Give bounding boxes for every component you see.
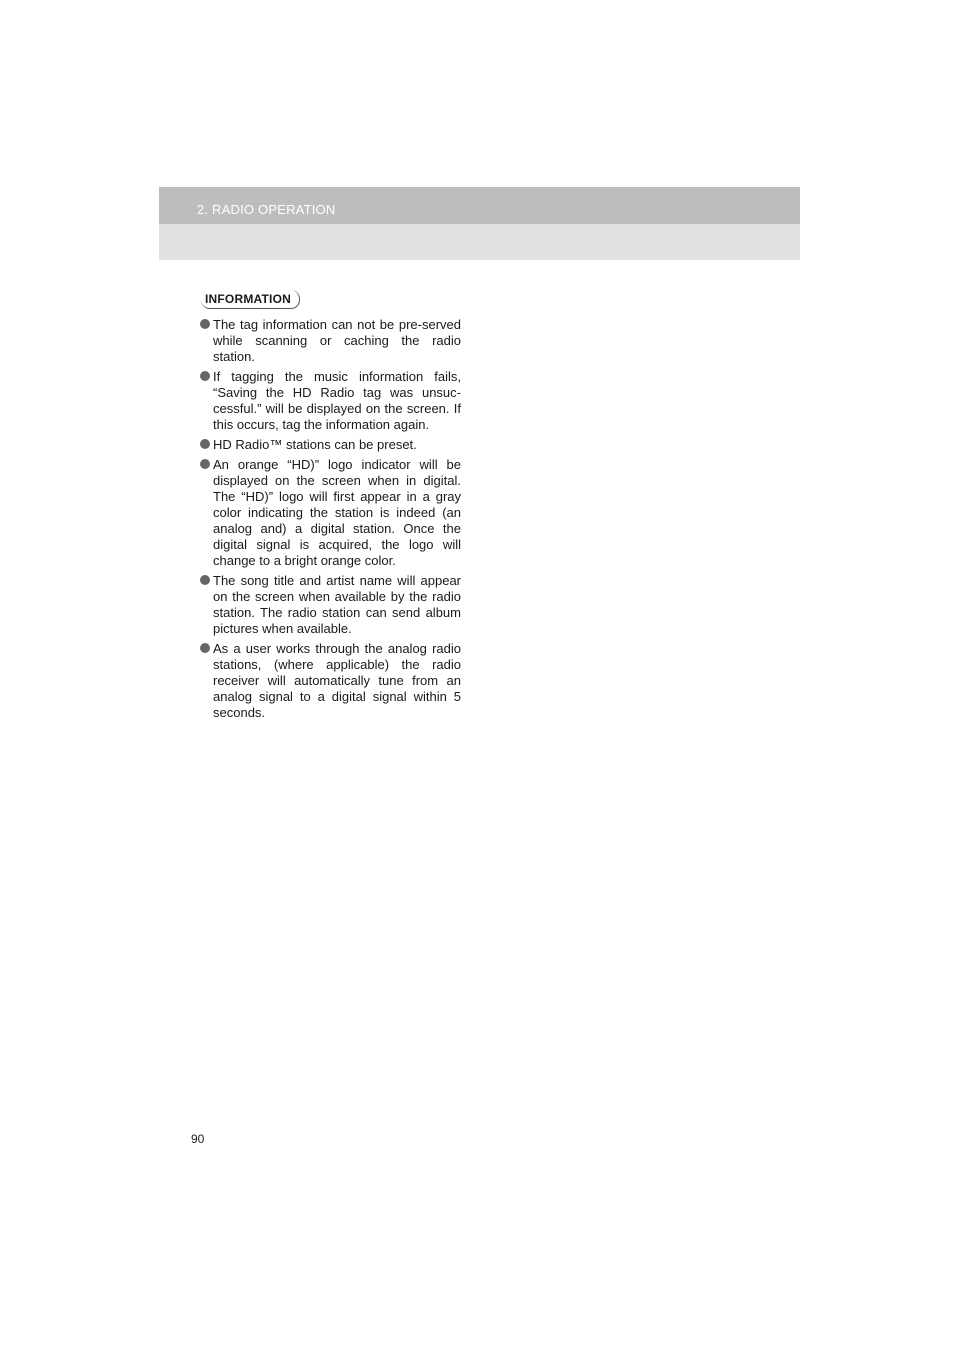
bullet-icon [200, 439, 210, 449]
bullet-icon [200, 459, 210, 469]
list-item-text: The tag information can not be pre-served while scanning or caching the radio station. [213, 317, 461, 364]
page-header [159, 187, 800, 260]
bullet-icon [200, 575, 210, 585]
list-item [201, 573, 461, 637]
list-item-text: HD Radio™ stations can be preset. [213, 437, 417, 452]
list-item [201, 457, 461, 569]
list-item-text: The song title and artist name will appear on the screen when available by the radio station. The radio station can send album pictures when available. [213, 573, 461, 636]
list-item [201, 641, 461, 721]
list-item-text: If tagging the music information fails, “Saving the HD Radio tag was unsuc-cessful.” will be displayed on the screen. If this occurs, tag the information again. [213, 369, 461, 432]
information-list [201, 317, 461, 721]
list-item [201, 437, 461, 453]
bullet-icon [200, 643, 210, 653]
header-band [159, 187, 800, 224]
bullet-icon [200, 371, 210, 381]
list-item-text: An orange “HD)” logo indicator will be displayed on the screen when in digital. The “HD)” logo will first appear in a gray color indicating the station is indeed (an analog and) a digital station. Once the digital signal is acquired, the logo will change to a bright orange color. [213, 457, 461, 568]
list-item [201, 317, 461, 365]
page-number: 90 [191, 1132, 205, 1146]
bullet-icon [200, 319, 210, 329]
information-badge: INFORMATION [201, 290, 300, 309]
list-item-text: As a user works through the analog radio stations, (where applicable) the radio receiver will automatically tune from an analog signal to a digital signal within 5 seconds. [213, 641, 461, 720]
list-item [201, 369, 461, 433]
information-block [201, 290, 461, 725]
section-title: 2. RADIO OPERATION [197, 202, 336, 217]
